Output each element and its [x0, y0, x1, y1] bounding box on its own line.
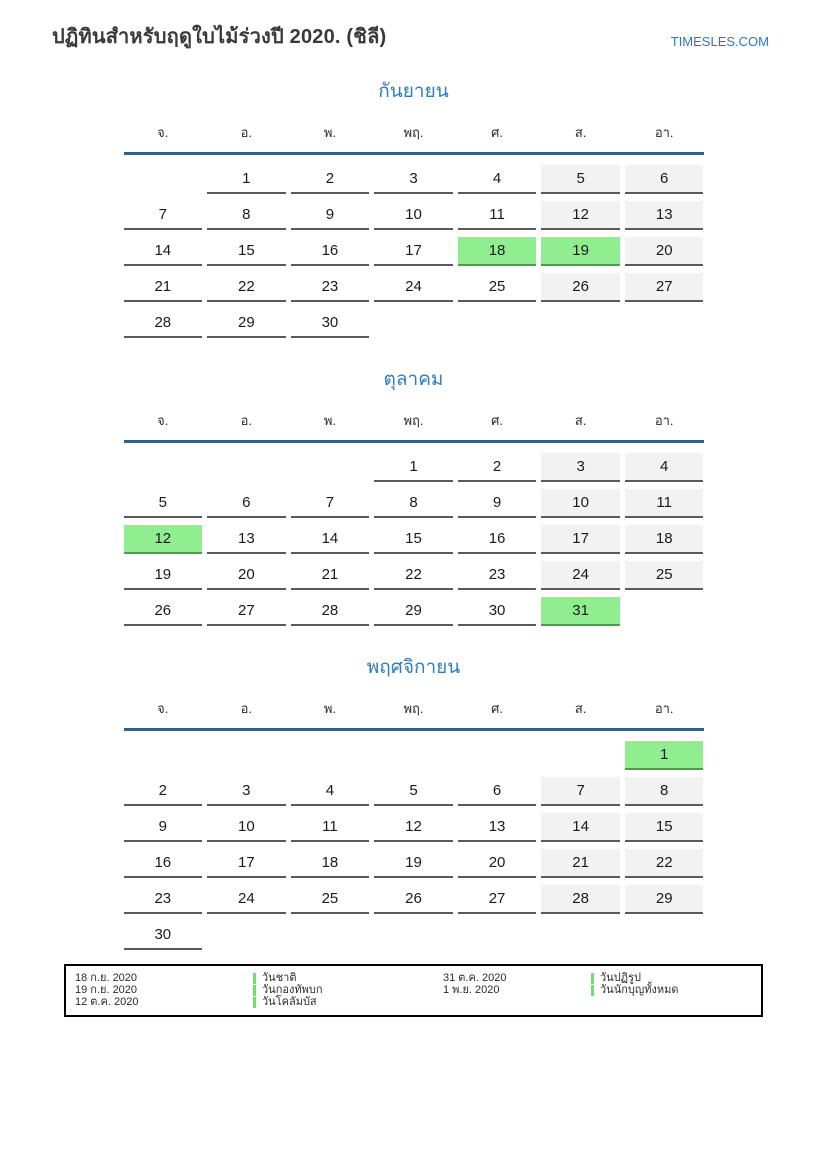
legend-item — [443, 984, 761, 996]
weekday-label: พ. — [323, 701, 337, 716]
day-cell: 23 — [124, 885, 203, 914]
day-cell: 30 — [458, 597, 537, 626]
legend-column — [443, 972, 761, 1008]
day-cell: 24 — [541, 561, 620, 590]
weekday-rule — [124, 152, 704, 155]
day-cell: 15 — [207, 237, 286, 266]
day-cell: 17 — [374, 237, 453, 266]
day-cell: 22 — [207, 273, 286, 302]
legend-holiday-name — [591, 984, 679, 996]
day-cell: 19 — [541, 237, 620, 266]
day-grid — [124, 741, 704, 950]
legend-holiday-name — [253, 972, 296, 984]
day-cell: 6 — [625, 165, 704, 194]
legend-column — [75, 972, 443, 1008]
day-cell: 13 — [458, 813, 537, 842]
day-grid — [124, 165, 704, 338]
day-cell: 2 — [124, 777, 203, 806]
day-cell: 17 — [541, 525, 620, 554]
months-container — [124, 76, 704, 950]
day-cell: 14 — [541, 813, 620, 842]
weekday-label: ส. — [574, 125, 587, 140]
day-cell: 26 — [541, 273, 620, 302]
weekday-label: พฤ. — [403, 413, 424, 428]
day-cell: 29 — [374, 597, 453, 626]
day-cell: 28 — [541, 885, 620, 914]
day-cell: 8 — [625, 777, 704, 806]
day-cell: 11 — [625, 489, 704, 518]
legend-item — [75, 996, 443, 1008]
day-cell: 20 — [207, 561, 286, 590]
day-cell: 20 — [625, 237, 704, 266]
day-cell: 15 — [374, 525, 453, 554]
month-0 — [124, 76, 704, 338]
legend-date: 1 พ.ย. 2020 — [443, 984, 500, 996]
weekday-label: พ. — [323, 413, 337, 428]
day-cell: 7 — [124, 201, 203, 230]
day-cell: 18 — [291, 849, 370, 878]
day-cell: 16 — [458, 525, 537, 554]
weekday-header-row — [124, 698, 704, 728]
day-cell: 1 — [207, 165, 286, 194]
day-cell: 16 — [291, 237, 370, 266]
day-cell: 11 — [291, 813, 370, 842]
legend-holiday-name — [591, 972, 641, 984]
legend-holiday-label: วันนักบุญทั้งหมด — [600, 984, 679, 996]
weekday-label: จ. — [157, 413, 169, 428]
day-cell: 23 — [458, 561, 537, 590]
day-cell: 12 — [124, 525, 203, 554]
day-cell: 29 — [207, 309, 286, 338]
month-title: ตุลาคม — [383, 369, 444, 390]
day-cell: 10 — [207, 813, 286, 842]
empty-cell — [541, 741, 620, 770]
empty-cell — [207, 741, 286, 770]
day-cell: 22 — [374, 561, 453, 590]
day-cell: 5 — [374, 777, 453, 806]
legend-holiday-label: วันปฏิรูป — [600, 972, 641, 984]
month-title: กันยายน — [378, 81, 449, 102]
day-cell: 23 — [291, 273, 370, 302]
legend-holiday-label: วันชาติ — [262, 972, 297, 984]
weekday-label: อ. — [240, 125, 253, 140]
weekday-label: ศ. — [491, 701, 503, 716]
legend-holiday-label: วันกองทัพบก — [262, 984, 323, 996]
weekday-label: อ. — [240, 413, 253, 428]
day-cell: 24 — [207, 885, 286, 914]
empty-cell — [625, 309, 704, 338]
day-cell: 16 — [124, 849, 203, 878]
empty-cell — [458, 309, 537, 338]
day-cell: 1 — [625, 741, 704, 770]
page-header — [0, 0, 827, 52]
empty-cell — [207, 453, 286, 482]
empty-cell — [374, 309, 453, 338]
empty-cell — [124, 741, 203, 770]
day-cell: 9 — [124, 813, 203, 842]
empty-cell — [124, 453, 203, 482]
day-cell: 2 — [291, 165, 370, 194]
day-cell: 19 — [374, 849, 453, 878]
legend-item — [443, 972, 761, 984]
legend-item — [75, 984, 443, 996]
legend-date: 12 ต.ค. 2020 — [75, 996, 139, 1008]
empty-cell — [207, 921, 286, 950]
day-cell: 25 — [458, 273, 537, 302]
weekday-label: อ. — [240, 701, 253, 716]
day-cell: 21 — [124, 273, 203, 302]
day-cell: 3 — [374, 165, 453, 194]
day-cell: 26 — [374, 885, 453, 914]
day-cell: 14 — [291, 525, 370, 554]
weekday-label: ส. — [574, 701, 587, 716]
empty-cell — [625, 597, 704, 626]
day-cell: 27 — [458, 885, 537, 914]
day-cell: 30 — [291, 309, 370, 338]
weekday-rule — [124, 440, 704, 443]
weekday-label: อา. — [654, 413, 674, 428]
day-cell: 10 — [374, 201, 453, 230]
day-cell: 25 — [291, 885, 370, 914]
day-cell: 21 — [541, 849, 620, 878]
empty-cell — [541, 921, 620, 950]
day-cell: 18 — [625, 525, 704, 554]
holiday-marker-icon — [591, 985, 594, 996]
empty-cell — [291, 741, 370, 770]
day-cell: 21 — [291, 561, 370, 590]
day-grid — [124, 453, 704, 626]
empty-cell — [541, 309, 620, 338]
day-cell: 5 — [541, 165, 620, 194]
day-cell: 18 — [458, 237, 537, 266]
empty-cell — [458, 741, 537, 770]
legend-date: 31 ต.ค. 2020 — [443, 972, 507, 984]
day-cell: 2 — [458, 453, 537, 482]
day-cell: 10 — [541, 489, 620, 518]
month-1 — [124, 364, 704, 626]
day-cell: 28 — [124, 309, 203, 338]
weekday-label: อา. — [654, 125, 674, 140]
day-cell: 9 — [458, 489, 537, 518]
day-cell: 9 — [291, 201, 370, 230]
day-cell: 26 — [124, 597, 203, 626]
day-cell: 13 — [207, 525, 286, 554]
day-cell: 25 — [625, 561, 704, 590]
empty-cell — [124, 165, 203, 194]
day-cell: 22 — [625, 849, 704, 878]
month-title: พฤศจิกายน — [366, 657, 461, 678]
weekday-label: อา. — [654, 701, 674, 716]
day-cell: 8 — [207, 201, 286, 230]
month-2 — [124, 652, 704, 950]
day-cell: 6 — [458, 777, 537, 806]
day-cell: 3 — [207, 777, 286, 806]
day-cell: 31 — [541, 597, 620, 626]
holiday-marker-icon — [591, 973, 594, 984]
day-cell: 4 — [458, 165, 537, 194]
legend-holiday-label: วันโคลัมบัส — [262, 996, 317, 1008]
weekday-header-row — [124, 410, 704, 440]
weekday-label: จ. — [157, 701, 169, 716]
day-cell: 7 — [541, 777, 620, 806]
day-cell: 30 — [124, 921, 203, 950]
day-cell: 12 — [374, 813, 453, 842]
holiday-marker-icon — [253, 985, 256, 996]
legend-holiday-name — [253, 996, 317, 1008]
weekday-rule — [124, 728, 704, 731]
empty-cell — [625, 921, 704, 950]
day-cell: 28 — [291, 597, 370, 626]
day-cell: 6 — [207, 489, 286, 518]
weekday-label: ศ. — [491, 413, 503, 428]
weekday-label: พฤ. — [403, 701, 424, 716]
weekday-label: พฤ. — [403, 125, 424, 140]
day-cell: 12 — [541, 201, 620, 230]
day-cell: 24 — [374, 273, 453, 302]
day-cell: 4 — [291, 777, 370, 806]
day-cell: 27 — [625, 273, 704, 302]
legend-item — [75, 972, 443, 984]
day-cell: 20 — [458, 849, 537, 878]
empty-cell — [291, 453, 370, 482]
day-cell: 19 — [124, 561, 203, 590]
day-cell: 4 — [625, 453, 704, 482]
day-cell: 17 — [207, 849, 286, 878]
day-cell: 7 — [291, 489, 370, 518]
day-cell: 29 — [625, 885, 704, 914]
weekday-header-row — [124, 122, 704, 152]
empty-cell — [374, 741, 453, 770]
day-cell: 15 — [625, 813, 704, 842]
weekday-label: ศ. — [491, 125, 503, 140]
holiday-legend — [64, 964, 763, 1017]
empty-cell — [374, 921, 453, 950]
day-cell: 1 — [374, 453, 453, 482]
day-cell: 14 — [124, 237, 203, 266]
site-link[interactable]: TIMESLES.COM — [670, 34, 769, 49]
day-cell: 13 — [625, 201, 704, 230]
weekday-label: พ. — [323, 125, 337, 140]
legend-holiday-name — [253, 984, 322, 996]
weekday-label: จ. — [157, 125, 169, 140]
weekday-label: ส. — [574, 413, 587, 428]
day-cell: 5 — [124, 489, 203, 518]
holiday-marker-icon — [253, 997, 256, 1008]
holiday-marker-icon — [253, 973, 256, 984]
page-title: ปฏิทินสำหรับฤดูใบไม้ร่วงปี 2020. (ชิลี) — [52, 26, 387, 48]
legend-date: 18 ก.ย. 2020 — [75, 972, 138, 984]
empty-cell — [291, 921, 370, 950]
day-cell: 8 — [374, 489, 453, 518]
empty-cell — [458, 921, 537, 950]
day-cell: 27 — [207, 597, 286, 626]
day-cell: 3 — [541, 453, 620, 482]
legend-date: 19 ก.ย. 2020 — [75, 984, 138, 996]
day-cell: 11 — [458, 201, 537, 230]
